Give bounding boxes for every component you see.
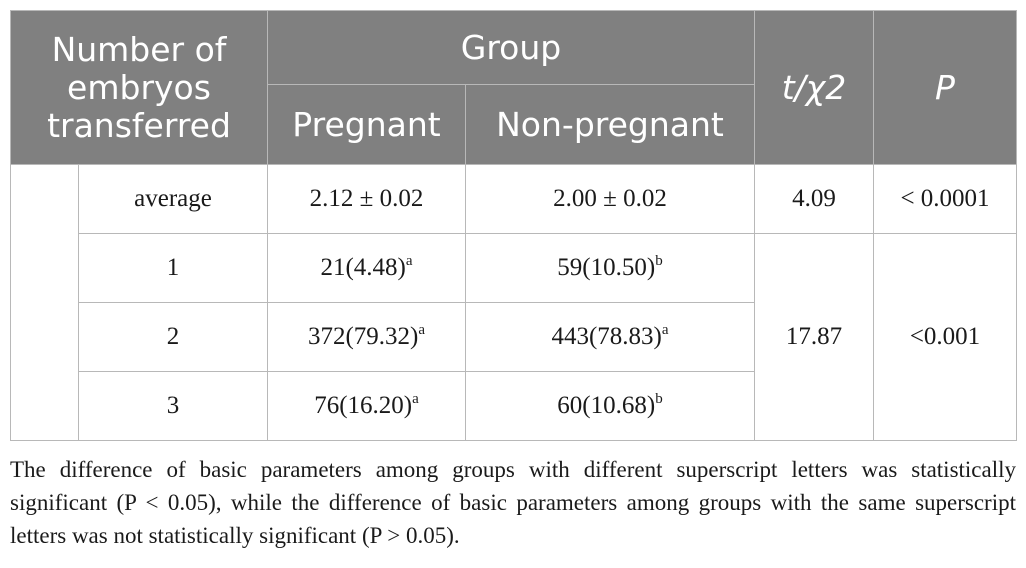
superscript-letter: a xyxy=(412,391,419,407)
t-value-cell: 4.09 xyxy=(755,165,874,234)
table-footnote: The difference of basic parameters among groups with different superscript letters was statistically significant (P < 0.05), while the difference of basic parameters among groups with the same superscript letters was not statistically significant (P > 0.05). xyxy=(10,457,1016,548)
header-t-chi2: t/χ2 xyxy=(755,11,874,165)
header-pregnant: Pregnant xyxy=(268,85,466,165)
row-label: 2 xyxy=(79,303,268,372)
cell-value: 59(10.50) xyxy=(557,254,656,281)
non-pregnant-cell xyxy=(466,372,755,441)
row-label: 1 xyxy=(79,234,268,303)
superscript-letter: a xyxy=(418,322,426,338)
superscript-letter: a xyxy=(405,253,413,269)
header-group: Group xyxy=(268,11,755,85)
data-table xyxy=(10,10,1017,441)
table-container xyxy=(10,10,1016,552)
pregnant-cell xyxy=(268,303,466,372)
pregnant-cell xyxy=(268,165,466,234)
pregnant-cell xyxy=(268,372,466,441)
cell-value: 2.12 ± 0.02 xyxy=(309,185,424,212)
chi2-value-cell: 17.87 xyxy=(755,234,874,441)
header-number-of-embryos: Number of embryos transferred xyxy=(11,11,268,165)
non-pregnant-cell xyxy=(466,165,755,234)
row-label: average xyxy=(79,165,268,234)
header-non-pregnant: Non-pregnant xyxy=(466,85,755,165)
superscript-letter: a xyxy=(661,322,669,338)
superscript-letter: b xyxy=(655,253,663,269)
table-row xyxy=(11,234,1017,303)
p-value-cell: <0.001 xyxy=(874,234,1017,441)
non-pregnant-cell xyxy=(466,234,755,303)
cell-value: 2.00 ± 0.02 xyxy=(553,185,667,212)
table-row xyxy=(11,165,1017,234)
pregnant-cell xyxy=(268,234,466,303)
header-p: P xyxy=(874,11,1017,165)
row-group-spacer xyxy=(11,165,79,441)
non-pregnant-cell xyxy=(466,303,755,372)
cell-value: 21(4.48) xyxy=(320,254,406,281)
superscript-letter: b xyxy=(655,391,663,407)
row-label: 3 xyxy=(79,372,268,441)
cell-value: 372(79.32) xyxy=(307,323,419,350)
cell-value: 60(10.68) xyxy=(557,392,656,419)
cell-value: 443(78.83) xyxy=(551,323,662,350)
p-value-cell: < 0.0001 xyxy=(874,165,1017,234)
cell-value: 76(16.20) xyxy=(314,392,413,419)
